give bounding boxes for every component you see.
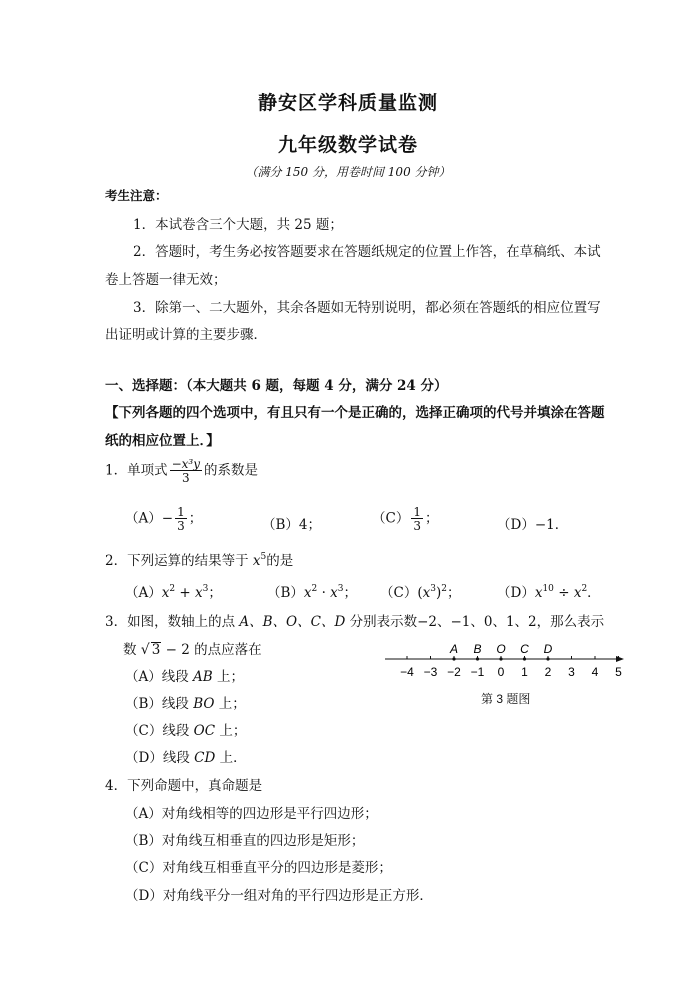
section-1-instruction-line-2: 纸的相应位置上．】 (105, 433, 220, 449)
option-d-segment: CD (194, 750, 216, 766)
question-3-text-c: 数 (123, 642, 141, 658)
question-4-stem: 4．下列命题中，真命题是 (105, 778, 263, 794)
question-1-fraction (170, 458, 202, 484)
question-2-prefix: 2．下列运算的结果等于 (105, 553, 253, 569)
notice-item-1: 1．本试卷含三个大题，共 25 题； (133, 217, 343, 233)
option-a-end: ； (208, 585, 222, 601)
option-a-sign: − (161, 510, 174, 527)
option-c-end: ； (447, 585, 461, 601)
option-a-label: （A） (125, 510, 162, 527)
option-b-segment: BO (193, 696, 215, 712)
question-2-option-b (267, 581, 357, 601)
option-c-end: ； (424, 510, 439, 527)
option-c-denominator: 3 (413, 519, 421, 533)
radicand: 3 (151, 642, 161, 658)
question-2-option-d (497, 581, 601, 601)
question-2-exponent: 5 (260, 552, 267, 562)
section-1-instruction-line-1: 【下列各题的四个选项中，有且只有一个是正确的，选择正确项的代号并填涂在答题 (105, 405, 605, 421)
question-1-option-b: （B）4； (262, 517, 322, 533)
option-b-x1: x (303, 585, 312, 601)
tick-label: −3 (423, 665, 438, 679)
figure-caption: 第 3 题图 (481, 692, 531, 706)
question-2-option-a (125, 581, 222, 601)
point-label: O (496, 642, 506, 656)
option-a-operator: + (175, 585, 196, 601)
notice-item-3-line-2: 出证明或计算的主要步骤． (105, 327, 267, 343)
option-a-exp1: 2 (169, 584, 176, 594)
option-d-operator: ÷ (553, 585, 574, 601)
point-dot (523, 657, 526, 660)
option-b-x2: x (330, 585, 338, 601)
number-line-points (449, 642, 553, 661)
option-b-label: （B） (267, 585, 304, 601)
option-d-x1: x (534, 585, 543, 601)
option-d-exp2: 2 (581, 584, 588, 594)
question-1-prefix: 1．单项式 (105, 462, 168, 479)
option-b-exp2: 3 (337, 584, 344, 594)
question-1-fraction-denominator: 3 (181, 471, 190, 485)
exam-info: （满分 150 分，用卷时间 100 分钟） (245, 165, 451, 179)
question-1-option-c (372, 506, 438, 532)
tick-label: −4 (400, 665, 414, 679)
question-3-line-1 (105, 610, 604, 630)
section-1-heading: 一、选择题：（本大题共 6 题，每题 4 分，满分 24 分） (105, 378, 448, 394)
question-4-option-a: （A）对角线相等的四边形是平行四边形； (125, 806, 378, 822)
option-d-label: （D） (497, 585, 535, 601)
notice-item-2-line-1: 2．答题时，考生务必按答题要求在答题纸规定的位置上作答，在草稿纸、本试 (133, 244, 601, 260)
question-1-fraction-numerator: −x³y (171, 457, 201, 471)
option-c-exp2: 2 (441, 584, 447, 594)
option-a-segment: AB (193, 669, 213, 685)
option-d-x2: x (573, 585, 582, 601)
point-dot (546, 657, 549, 660)
option-d-label: （D）线段 (125, 750, 195, 766)
option-a-end: 上； (212, 669, 245, 685)
option-d-end: 上． (215, 750, 247, 766)
question-3-option-d (125, 746, 247, 766)
tick-label: −1 (470, 665, 485, 679)
option-a-exp2: 3 (202, 584, 209, 594)
option-c-x: x (422, 585, 431, 601)
option-c-end: 上； (215, 723, 247, 739)
point-dot (499, 657, 502, 660)
option-a-fraction (175, 506, 187, 532)
option-b-exp1: 2 (311, 584, 318, 594)
question-4-option-c: （C）对角线互相垂直平分的四边形是菱形； (125, 860, 392, 876)
question-4-option-b: （B）对角线互相垂直的四边形是矩形； (125, 833, 365, 849)
option-b-operator: · (317, 585, 331, 601)
exam-title: 静安区学科质量监测 (257, 92, 438, 114)
point-label: B (473, 642, 482, 656)
radical-sign: √ (140, 642, 150, 658)
option-a-x1: x (161, 585, 170, 601)
notice-label: 考生注意： (105, 188, 168, 203)
option-d-exp1: 10 (542, 584, 554, 594)
option-b-label: （B）线段 (125, 696, 194, 712)
question-3-text-d: − 2 的点应落在 (161, 642, 262, 658)
question-3-option-a (125, 665, 244, 685)
option-a-label: （A） (125, 585, 162, 601)
question-2-option-c (380, 581, 461, 601)
question-1-option-d: （D）−1． (497, 517, 569, 533)
tick-label: 1 (521, 665, 528, 679)
point-label: D (543, 642, 553, 656)
tick-label: 3 (568, 665, 575, 679)
option-c-numerator: 1 (413, 505, 421, 519)
point-dot (452, 657, 455, 660)
tick-label: 0 (497, 665, 505, 679)
question-2-stem (105, 549, 293, 569)
number-line-figure (380, 636, 630, 686)
question-1-suffix: 的系数是 (204, 462, 259, 479)
tick-label: −2 (447, 665, 461, 679)
option-c-close-paren: ) (435, 585, 442, 601)
option-c-segment: OC (193, 723, 216, 739)
point-label: A (449, 642, 459, 656)
number-line-arrow (616, 656, 624, 662)
tick-label: 2 (544, 665, 552, 679)
option-c-label: （C） (372, 510, 410, 527)
question-3-line-2 (123, 638, 262, 658)
question-3-option-b (125, 692, 246, 712)
question-3-text-a: 3．如图，数轴上的点 (105, 614, 240, 630)
option-a-numerator: 1 (177, 505, 185, 519)
option-a-denominator: 3 (177, 519, 185, 533)
question-3-option-c (125, 719, 246, 739)
option-b-end: ； (343, 585, 358, 601)
option-c-label: （C）线段 (125, 723, 194, 739)
question-1-option-a (125, 506, 202, 532)
question-2-suffix: 的是 (266, 553, 294, 569)
tick-label: 5 (615, 665, 622, 679)
option-b-end: 上； (214, 696, 246, 712)
option-c-open-paren: ( (417, 585, 423, 601)
question-4-option-d: （D）对角线平分一组对角的平行四边形是正方形． (125, 888, 433, 904)
option-a-x2: x (195, 585, 203, 601)
question-3-points: A、B、O、C、D (239, 614, 346, 630)
question-3-text-b: 分别表示数−2、−1、0、1、2，那么表示 (345, 614, 605, 630)
option-a-end: ； (188, 510, 203, 527)
option-c-label: （C） (380, 585, 418, 601)
tick-label: 4 (591, 665, 599, 679)
option-c-fraction (411, 506, 423, 532)
point-dot (476, 657, 479, 660)
question-1-stem (105, 458, 258, 484)
notice-item-2-line-2: 卷上答题一律无效； (105, 272, 227, 288)
question-2-variable: x (252, 553, 261, 569)
option-c-exp1: 3 (430, 584, 436, 594)
option-d-end: ． (587, 585, 601, 601)
point-label: C (520, 642, 529, 656)
exam-subject-title: 九年级数学试卷 (277, 134, 418, 156)
option-a-label: （A）线段 (125, 669, 194, 685)
notice-item-3-line-1: 3．除第一、二大题外，其余各题如无特别说明，都必须在答题纸的相应位置写 (133, 300, 601, 316)
